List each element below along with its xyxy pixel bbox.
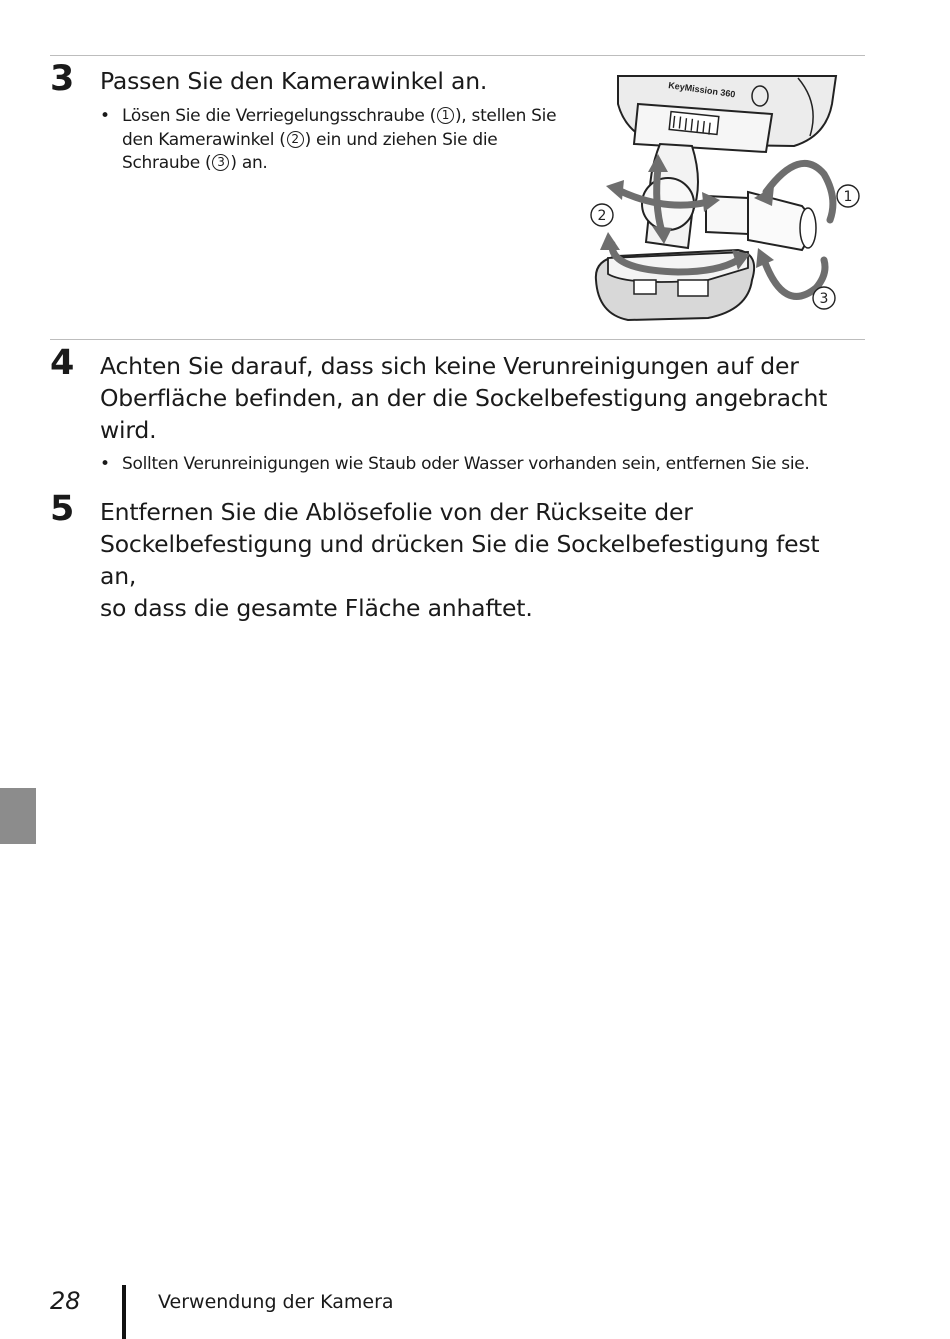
- bullet-line: Lösen Sie die Verriegelungsschraube ( 1 ), stellen Sie: [122, 106, 557, 126]
- ball-head: [642, 144, 698, 248]
- camera-brand-label: KeyMission 360: [667, 80, 736, 100]
- footer-divider-bar: [122, 1285, 126, 1339]
- step-4-title: [100, 350, 860, 446]
- mount-adjustment-illustration: [588, 74, 863, 324]
- svg-text:2: 2: [597, 208, 607, 224]
- step-3-number: 3: [50, 59, 75, 99]
- step-5-title-line: Sockelbefestigung und drücken Sie die Sockelbefestigung fest an,: [100, 530, 820, 590]
- callout-1: [837, 185, 859, 207]
- svg-text:1: 1: [843, 189, 853, 205]
- step-4-number: 4: [50, 343, 75, 383]
- svg-text:3: 3: [819, 291, 829, 307]
- step-4-title-line: Achten Sie darauf, dass sich keine Verunreinigungen auf der: [100, 352, 799, 380]
- bullet-dot: •: [100, 454, 110, 474]
- step-3-bullet: [100, 105, 570, 177]
- step-divider: [50, 339, 865, 340]
- footer-section-title: Verwendung der Kamera: [158, 1291, 394, 1313]
- callout-3: [813, 287, 835, 309]
- step-4-bullet-text: Sollten Verunreinigungen wie Staub oder Wasser vorhanden sein, entfernen Sie sie.: [122, 454, 810, 474]
- bullet-dot: •: [100, 106, 110, 126]
- step-3-title: Passen Sie den Kamerawinkel an.: [100, 67, 488, 95]
- step-3-bullet-text: [122, 105, 556, 176]
- circled-number-3: 3: [212, 154, 229, 171]
- circled-number-2: 2: [287, 131, 304, 148]
- step-4-title-line: Oberfläche befinden, an der die Sockelbefestigung angebracht: [100, 384, 828, 412]
- chapter-side-tab: [0, 788, 36, 844]
- step-4-title-line: wird.: [100, 416, 157, 444]
- step-5-title: [100, 496, 860, 624]
- page-number: 28: [50, 1287, 81, 1315]
- bullet-line: Schraube ( 3 ) an.: [122, 153, 268, 173]
- step-4-bullet: [100, 453, 860, 477]
- step-5-title-line: Entfernen Sie die Ablösefolie von der Rückseite der: [100, 498, 693, 526]
- callout-2: [591, 204, 613, 226]
- top-divider: [50, 55, 865, 56]
- circled-number-1: 1: [437, 107, 454, 124]
- step-5-title-line: so dass die gesamte Fläche anhaftet.: [100, 594, 533, 622]
- bullet-line: den Kamerawinkel ( 2 ) ein und ziehen Sie die: [122, 129, 498, 150]
- step-5-number: 5: [50, 489, 75, 529]
